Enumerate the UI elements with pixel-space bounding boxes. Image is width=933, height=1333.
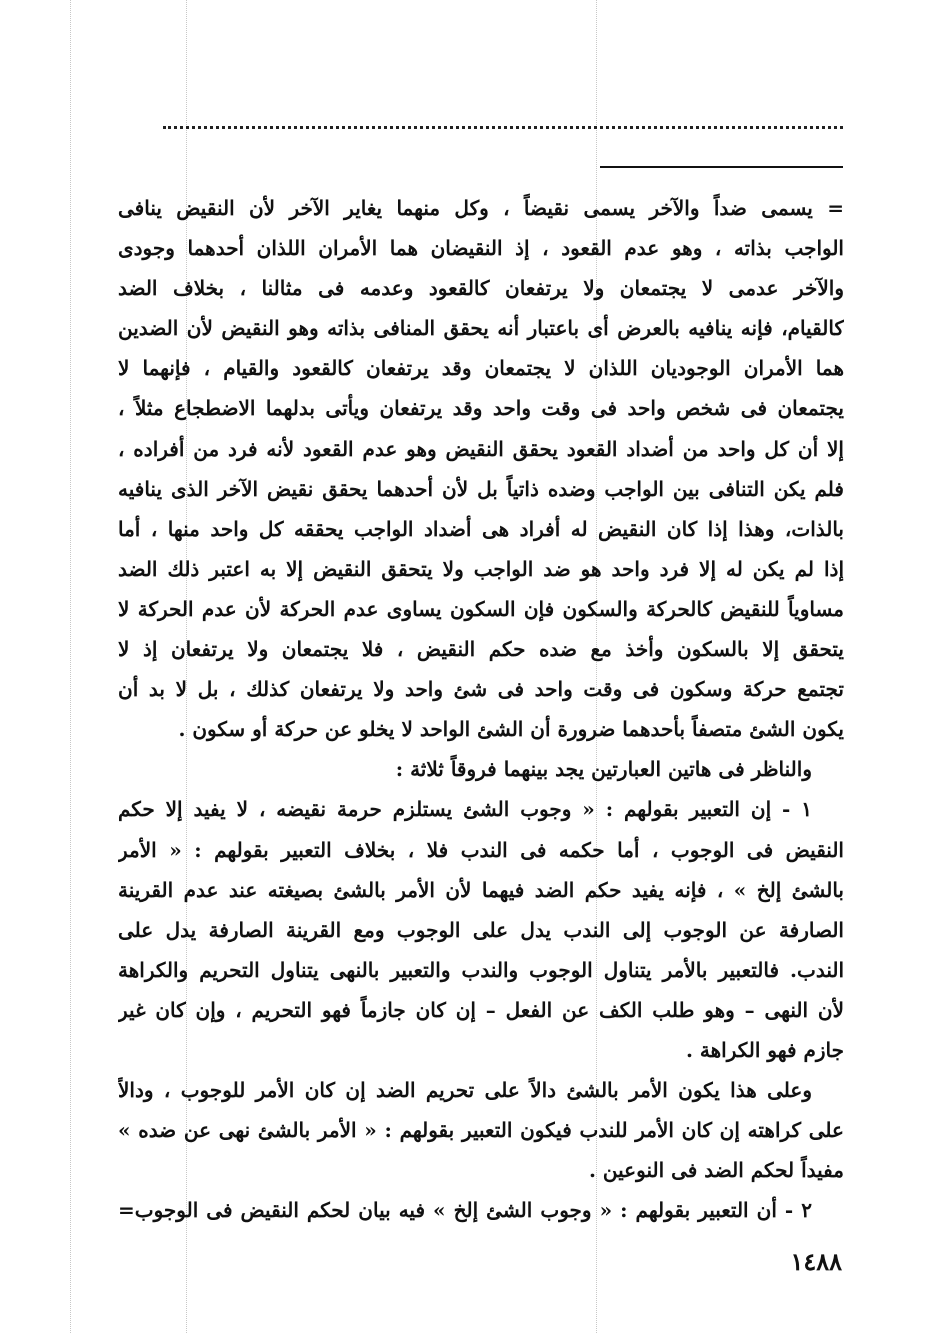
text-line: بالذات، وهذا إذا كان النقيض له أفراد هى أضداد الواجب يحققه كل واحد منها ، أما xyxy=(118,516,844,541)
text-line: ١ - إن التعبير بقولهم : « وجوب الشئ يستلزم حرمة نقيضه ، لا يفيد إلا حكم xyxy=(118,797,812,822)
dotted-separator xyxy=(163,126,843,129)
footnote-rule xyxy=(600,166,843,168)
text-line: والناظر فى هاتين العبارتين يجد بينهما فروقاً ثلاثة : xyxy=(395,757,812,782)
text-line: على كراهته إن كان الأمر للندب فيكون التعبير بقولهم : « الأمر بالشئ نهى عن ضده » xyxy=(118,1118,844,1143)
text-line: يتحقق إلا بالسكون وأخذ مع ضده حكم النقيض ، فلا يجتمعان ولا يرتفعان إذ لا xyxy=(118,637,844,662)
text-line: يكون الشئ متصفاً بأحدهما ضرورة أن الشئ الواحد لا يخلو عن حركة أو سكون . xyxy=(178,717,844,742)
text-line: مفيداً لحكم الضد فى النوعين . xyxy=(589,1158,844,1183)
text-line: هما الأمران الوجوديان اللذان لا يجتمعان وقد يرتفعان كالقعود والقيام ، فإنهما لا xyxy=(118,356,844,381)
text-line: بالشئ إلخ » ، فإنه يفيد حكم الضد فيهما لأن الأمر بالشئ بصيغته عند عدم القرينة xyxy=(118,877,844,902)
text-line: = يسمى ضداً والآخر يسمى نقيضاً ، وكل منهما يغاير الآخر لأن النقيض ينافى xyxy=(118,196,844,220)
text-line: إلا أن كل واحد من أضداد القعود يحقق النقيض وهو عدم القعود لأنه فرد من أفراده ، xyxy=(118,436,844,461)
text-line: النقيض فى الوجوب ، أما حكمه فى الندب فلا ، بخلاف التعبير بقولهم : « الأمر xyxy=(118,837,844,862)
footnote-text xyxy=(118,188,844,1230)
text-line: جازم فهو الكراهة . xyxy=(685,1037,844,1062)
text-line: تجتمع حركة وسكون فى وقت واحد فى شئ واحد ولا يرتفعان كذلك ، بل لا بد أن xyxy=(118,677,844,702)
text-line: والآخر عدمى لا يجتمعان ولا يرتفعان كالقعود وعدمه فى مثالنا ، بخلاف الضد xyxy=(118,276,844,301)
text-line: وعلى هذا يكون الأمر بالشئ دالاً على تحريم الضد إن كان الأمر للوجوب ، ودالاً xyxy=(118,1078,812,1103)
text-line: كالقيام، فإنه ينافيه بالعرض أى باعتبار أنه يحقق المنافى بذاته وهو النقيض لأن الضدين xyxy=(118,316,844,341)
text-line: لأن النهى – وهو طلب الكف عن الفعل – إن كان جازماً فهو التحريم ، وإن كان غير xyxy=(118,997,844,1022)
text-line: يجتمعان فى شخص واحد فى وقت واحد وقد يرتفعان ويأتى بدلهما الاضطجاع مثلاً ، xyxy=(118,396,844,421)
text-line: الصارفة عن الوجوب إلى الندب يدل على الوجوب ومع القرينة الصارفة يدل على xyxy=(118,917,844,942)
page-number: ١٤٨٨ xyxy=(790,1247,842,1276)
text-line: ٢ - أن التعبير بقولهم : « وجوب الشئ إلخ » فيه بيان لحكم النقيض فى الوجوب= xyxy=(118,1198,812,1223)
text-line: الواجب بذاته ، وهو عدم القعود ، إذ النقيضان هما الأمران اللذان أحدهما وجودى xyxy=(118,236,844,261)
text-line: إذا لم يكن له إلا فرد واحد هو ضد الواجب ولا يتحقق النقيض إلا به اعتبر ذلك الضد xyxy=(118,556,844,581)
scan-speckle-column xyxy=(70,0,71,1333)
text-line: الندب. فالتعبير بالأمر يتناول الوجوب والندب والتعبير بالنهى يتناول التحريم والكراهة xyxy=(118,957,844,982)
text-line: فلم يكن التنافى بين الواجب وضده ذاتياً بل لأن أحدهما يحقق نقيض الآخر الذى ينافيه xyxy=(118,476,844,501)
text-line: مساوياً للنقيض كالحركة والسكون فإن السكون يساوى عدم الحركة لأن عدم الحركة لا xyxy=(118,596,844,621)
